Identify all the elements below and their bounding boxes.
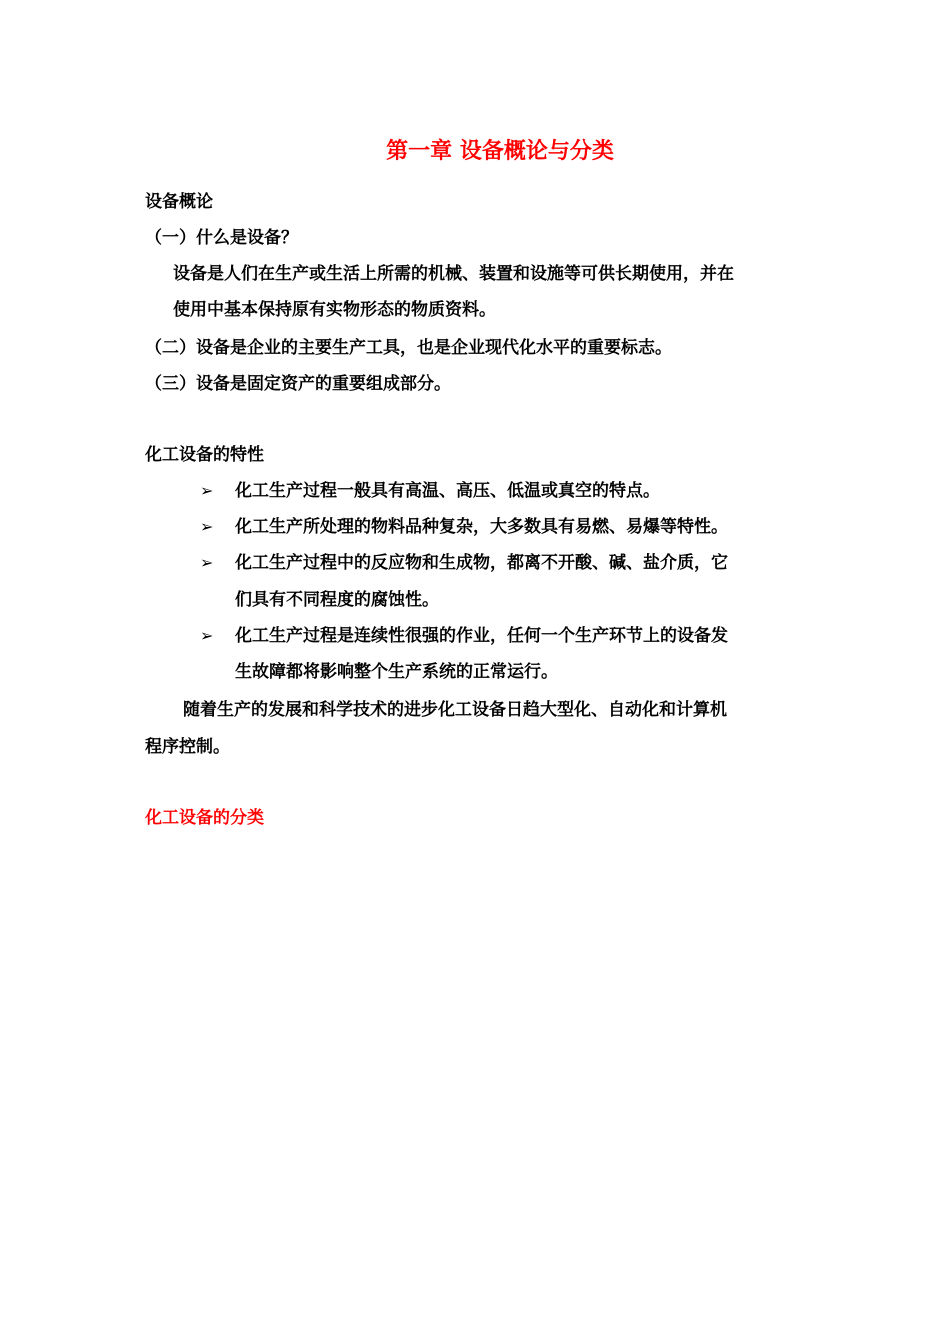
summary-line-1: 随着生产的发展和科学技术的进步化工设备日趋大型化、自动化和计算机: [183, 700, 727, 720]
arrow-bullet-icon: ➢: [200, 626, 214, 645]
characteristic-item-3-line-1: 化工生产过程中的反应物和生成物，都离不开酸、碱、盐介质，它: [235, 553, 728, 573]
arrow-bullet-icon: ➢: [200, 517, 214, 536]
section-heading-characteristics: 化工设备的特性: [145, 445, 264, 465]
characteristic-item-1: 化工生产过程一般具有高温、高压、低温或真空的特点。: [235, 481, 660, 501]
characteristic-item-4-line-2: 生故障都将影响整个生产系统的正常运行。: [235, 662, 558, 682]
characteristic-item-2: 化工生产所处理的物料品种复杂，大多数具有易燃、易爆等特性。: [235, 517, 728, 537]
summary-line-2: 程序控制。: [145, 737, 230, 757]
definition-line-1: 设备是人们在生产或生活上所需的机械、装置和设施等可供长期使用，并在: [173, 264, 734, 284]
section-heading-classification: 化工设备的分类: [145, 808, 264, 828]
arrow-bullet-icon: ➢: [200, 481, 214, 500]
arrow-bullet-icon: ➢: [200, 553, 214, 572]
point-two: （二）设备是企业的主要生产工具，也是企业现代化水平的重要标志。: [145, 338, 672, 358]
question-what-is-equipment: （一）什么是设备？: [145, 228, 298, 248]
section-heading-equipment-overview: 设备概论: [145, 192, 213, 212]
characteristic-item-3-line-2: 们具有不同程度的腐蚀性。: [235, 590, 439, 610]
chapter-title: 第一章 设备概论与分类: [386, 139, 614, 164]
characteristic-item-4-line-1: 化工生产过程是连续性很强的作业，任何一个生产环节上的设备发: [235, 626, 728, 646]
definition-line-2: 使用中基本保持原有实物形态的物质资料。: [173, 300, 496, 320]
point-three: （三）设备是固定资产的重要组成部分。: [145, 374, 451, 394]
